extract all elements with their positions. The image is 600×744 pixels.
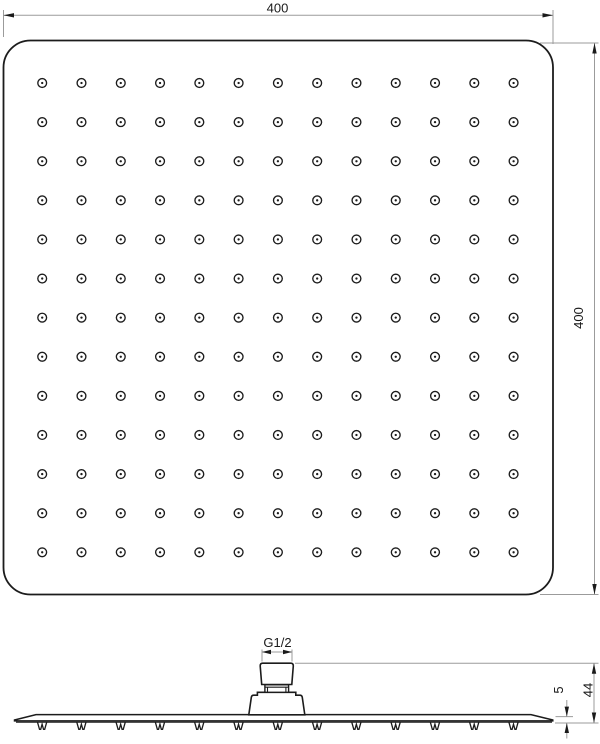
shower-hole-center [512, 395, 514, 397]
shower-hole-center [316, 82, 318, 84]
shower-hole-center [80, 434, 82, 436]
shower-hole-center [120, 434, 122, 436]
shower-hole-center [159, 160, 161, 162]
shower-hole-center [277, 277, 279, 279]
shower-hole-center [355, 121, 357, 123]
shower-hole-center [237, 395, 239, 397]
thread-neck [265, 685, 289, 693]
shower-hole-center [198, 434, 200, 436]
shower-hole-center [434, 277, 436, 279]
shower-hole-center [316, 121, 318, 123]
shower-hole-center [120, 395, 122, 397]
shower-hole-center [395, 238, 397, 240]
shower-hole-center [434, 199, 436, 201]
dimension-arrowhead [283, 650, 292, 654]
shower-hole-center [473, 356, 475, 358]
shower-hole-center [41, 238, 43, 240]
shower-hole-center [198, 551, 200, 553]
nozzle-tooth [38, 722, 47, 729]
shower-hole-center [237, 160, 239, 162]
shower-hole-center [41, 512, 43, 514]
shower-hole-center [80, 551, 82, 553]
shower-hole-center [355, 512, 357, 514]
shower-hole-center [120, 473, 122, 475]
shower-hole-center [355, 551, 357, 553]
shower-hole-center [355, 434, 357, 436]
shower-hole-center [41, 316, 43, 318]
shower-hole-center [41, 356, 43, 358]
shower-hole-center [41, 199, 43, 201]
shower-hole-center [277, 238, 279, 240]
shower-hole-center [473, 199, 475, 201]
right-height-label: 400 [571, 307, 586, 329]
shower-hole-center [120, 356, 122, 358]
shower-hole-center [80, 473, 82, 475]
shower-hole-center [277, 121, 279, 123]
shower-hole-center [80, 121, 82, 123]
shower-hole-center [277, 82, 279, 84]
shower-hole-center [395, 434, 397, 436]
shower-hole-center [473, 82, 475, 84]
shower-hole-center [41, 551, 43, 553]
shower-hole-center [316, 356, 318, 358]
shower-hole-center [355, 277, 357, 279]
shower-hole-center [473, 121, 475, 123]
shower-hole-center [395, 277, 397, 279]
shower-hole-center [316, 238, 318, 240]
shower-hole-center [316, 551, 318, 553]
shower-hole-center [434, 551, 436, 553]
nozzle-tooth [195, 722, 204, 729]
shower-hole-center [473, 434, 475, 436]
dimension-arrowhead [4, 13, 15, 17]
nozzle-tooth [273, 722, 282, 729]
shower-hole-center [277, 395, 279, 397]
shower-hole-center [277, 316, 279, 318]
shower-hole-center [473, 395, 475, 397]
shower-hole-center [120, 277, 122, 279]
shower-hole-center [512, 121, 514, 123]
shower-hole-center [80, 316, 82, 318]
shower-hole-center [237, 316, 239, 318]
shower-hole-center [395, 473, 397, 475]
shower-hole-center [355, 395, 357, 397]
shower-hole-center [512, 316, 514, 318]
side-view [15, 663, 553, 729]
dimension-arrowhead [565, 723, 569, 733]
nozzle-teeth [38, 722, 519, 729]
shower-hole-center [120, 551, 122, 553]
nozzle-tooth [430, 722, 439, 729]
shower-hole-center [395, 356, 397, 358]
shower-hole-center [159, 199, 161, 201]
shower-hole-center [434, 160, 436, 162]
shower-hole-center [41, 82, 43, 84]
dimension-arrowhead [592, 663, 596, 674]
shower-hole-center [198, 121, 200, 123]
shower-hole-center [434, 434, 436, 436]
shower-hole-center [355, 238, 357, 240]
shower-hole-center [395, 82, 397, 84]
shower-hole-center [512, 238, 514, 240]
shower-hole-center [41, 121, 43, 123]
shower-hole-center [473, 316, 475, 318]
shower-hole-center [159, 473, 161, 475]
shower-hole-center [512, 199, 514, 201]
shower-hole-center [512, 356, 514, 358]
shower-hole-center [277, 512, 279, 514]
nozzle-tooth [155, 722, 164, 729]
dimension-arrowhead [543, 13, 554, 17]
shower-hole-center [159, 356, 161, 358]
shower-hole-center [80, 395, 82, 397]
nozzle-tooth [116, 722, 125, 729]
shower-hole-center [473, 238, 475, 240]
shower-hole-center [512, 512, 514, 514]
shower-hole-center [512, 434, 514, 436]
shower-hole-center [434, 316, 436, 318]
shower-hole-center [41, 395, 43, 397]
shower-hole-center [395, 395, 397, 397]
connector-cap [260, 663, 293, 684]
shower-hole-center [512, 82, 514, 84]
shower-hole-center [120, 238, 122, 240]
shower-hole-center [198, 277, 200, 279]
shower-hole-center [316, 473, 318, 475]
shower-hole-center [512, 277, 514, 279]
shower-hole-center [120, 121, 122, 123]
shower-hole-center [316, 395, 318, 397]
shower-hole-center [316, 512, 318, 514]
mount-base [249, 692, 305, 715]
shower-hole-center [159, 121, 161, 123]
nozzle-tooth [234, 722, 243, 729]
shower-hole-center [80, 199, 82, 201]
shower-hole-center [41, 277, 43, 279]
shower-hole-center [237, 512, 239, 514]
shower-hole-center [473, 512, 475, 514]
shower-hole-center [395, 316, 397, 318]
shower-hole-center [277, 473, 279, 475]
shower-hole-center [198, 512, 200, 514]
shower-hole-center [120, 316, 122, 318]
shower-hole-center [159, 512, 161, 514]
shower-hole-center [355, 160, 357, 162]
shower-hole-center [120, 512, 122, 514]
shower-hole-center [237, 473, 239, 475]
shower-hole-center [80, 356, 82, 358]
shower-hole-center [434, 121, 436, 123]
shower-hole-center [434, 473, 436, 475]
connector-height-label: 44 [580, 682, 596, 698]
shower-hole-center [473, 551, 475, 553]
shower-hole-center [512, 160, 514, 162]
shower-hole-center [277, 551, 279, 553]
shower-hole-center [512, 551, 514, 553]
shower-hole-center [159, 82, 161, 84]
shower-hole-center [159, 551, 161, 553]
shower-hole-center [277, 356, 279, 358]
top-view [4, 41, 554, 595]
shower-hole-center [355, 356, 357, 358]
shower-hole-center [395, 551, 397, 553]
shower-hole-center [316, 160, 318, 162]
shower-hole-center [316, 277, 318, 279]
shower-hole-center [120, 160, 122, 162]
shower-hole-center [277, 160, 279, 162]
shower-hole-center [395, 160, 397, 162]
shower-hole-center [198, 395, 200, 397]
shower-hole-center [41, 473, 43, 475]
shower-hole-center [237, 238, 239, 240]
dimension-arrowhead [565, 707, 569, 717]
shower-hole-center [237, 434, 239, 436]
shower-hole-center [237, 277, 239, 279]
shower-hole-center [355, 82, 357, 84]
shower-hole-center [80, 82, 82, 84]
shower-hole-center [277, 434, 279, 436]
nozzle-tooth [509, 722, 518, 729]
shower-hole-center [80, 238, 82, 240]
shower-hole-center [198, 160, 200, 162]
shower-hole-center [159, 316, 161, 318]
dimension-arrowhead [592, 713, 596, 724]
shower-hole-center [198, 356, 200, 358]
shower-hole-center [41, 434, 43, 436]
shower-hole-center [434, 395, 436, 397]
shower-hole-center [237, 82, 239, 84]
shower-hole-center [434, 238, 436, 240]
shower-hole-center [316, 199, 318, 201]
shower-hole-center [395, 199, 397, 201]
shower-hole-center [80, 512, 82, 514]
nozzle-tooth [352, 722, 361, 729]
shower-hole-center [355, 316, 357, 318]
shower-hole-center [198, 82, 200, 84]
shower-hole-center [237, 199, 239, 201]
shower-hole-center [120, 82, 122, 84]
shower-hole-center [355, 473, 357, 475]
shower-hole-center [237, 121, 239, 123]
shower-hole-center [41, 160, 43, 162]
shower-hole-center [473, 473, 475, 475]
shower-hole-center [198, 473, 200, 475]
shower-hole-center [512, 473, 514, 475]
shower-hole-center [198, 199, 200, 201]
shower-hole-center [237, 356, 239, 358]
shower-hole-center [159, 434, 161, 436]
nozzle-tooth [391, 722, 400, 729]
shower-hole-center [198, 238, 200, 240]
shower-hole-center [159, 238, 161, 240]
nozzle-tooth [470, 722, 479, 729]
shower-hole-center [434, 356, 436, 358]
shower-hole-center [316, 434, 318, 436]
shower-hole-center [198, 316, 200, 318]
shower-hole-center [159, 395, 161, 397]
nozzle-tooth [312, 722, 321, 729]
shower-hole-center [355, 199, 357, 201]
shower-hole-center [120, 199, 122, 201]
shower-hole-center [277, 199, 279, 201]
shower-hole-center [237, 551, 239, 553]
dimension-arrowhead [592, 584, 596, 595]
shower-hole-center [395, 512, 397, 514]
shower-hole-center [80, 160, 82, 162]
shower-hole-center [434, 82, 436, 84]
shower-hole-center [159, 277, 161, 279]
shower-hole-center [316, 316, 318, 318]
shower-hole-center [395, 121, 397, 123]
shower-hole-center [434, 512, 436, 514]
top-width-label: 400 [266, 0, 289, 16]
shower-hole-center [473, 277, 475, 279]
dimension-arrowhead [592, 43, 596, 54]
thread-size-label: G1/2 [263, 635, 292, 650]
dimension-arrowhead [262, 650, 271, 654]
shower-hole-center [80, 277, 82, 279]
plate-thickness-label: 5 [551, 686, 566, 694]
nozzle-tooth [77, 722, 86, 729]
shower-hole-center [473, 160, 475, 162]
